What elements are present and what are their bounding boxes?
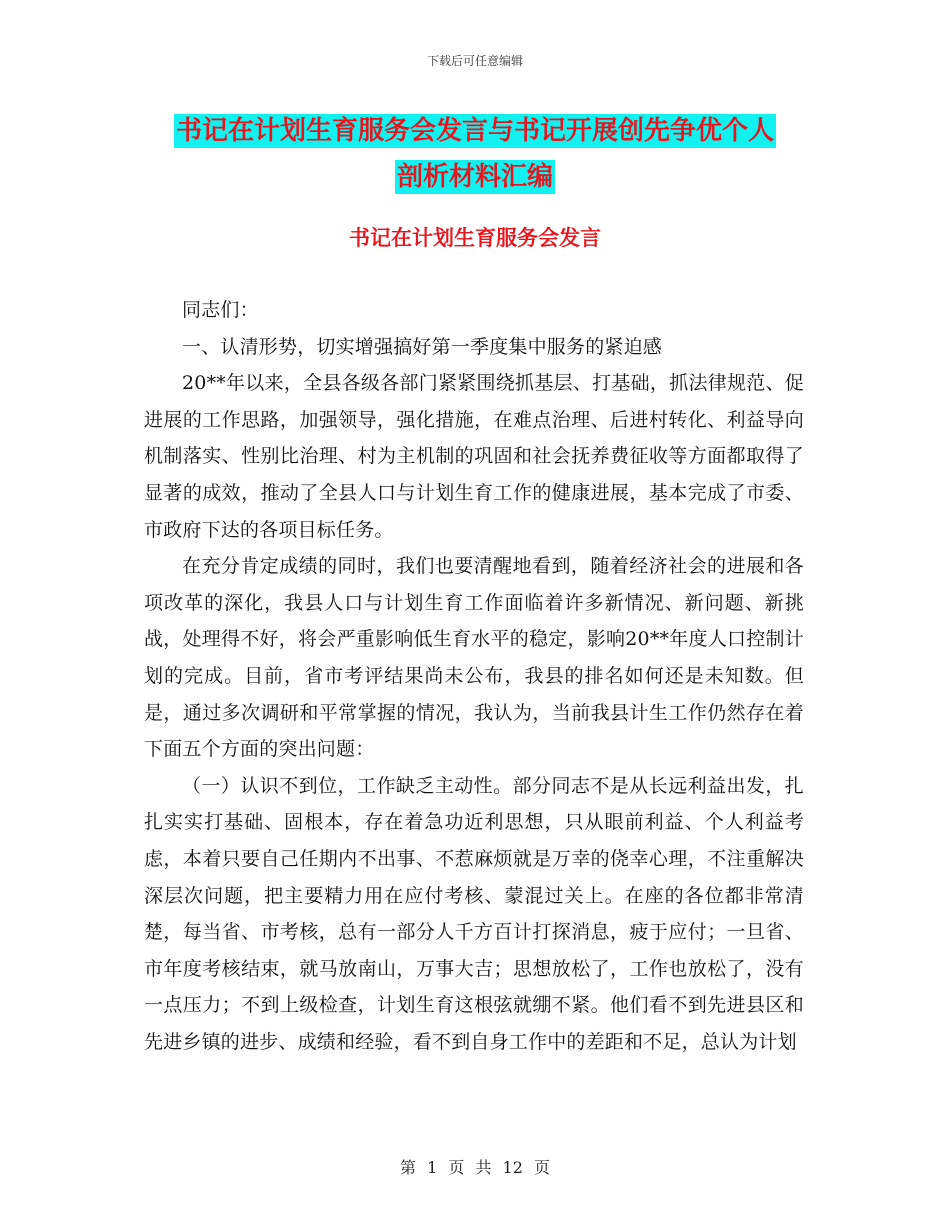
paragraph-2: 在充分肯定成绩的同时，我们也要清醒地看到，随着经济社会的进展和各项改革的深化，我县人口与计划生育工作面临着许多新情况、新问题、新挑战，处理得不好，将会严重影响低生育水平的稳定，影响20**年度人口控制计划的完成。目前，省市考评结果尚未公布，我县的排名如何还是未知数。但是，通过多次调研和平常掌握的情况，我认为，当前我县计生工作仍然存在着下面五个方面的突出问题：: [144, 555, 804, 761]
header-note: 下载后可任意编辑: [426, 54, 523, 68]
section-title: 书记在计划生育服务会发言: [349, 226, 601, 250]
title-line-1: 书记在计划生育服务会发言与书记开展创先争优个人: [175, 116, 774, 146]
title-line-2: 剖析材料汇编: [396, 162, 553, 192]
body-text: [144, 292, 804, 1060]
paragraph-salutation: 同志们：: [182, 299, 259, 321]
document-title: [145, 108, 805, 200]
paragraph-1: 20**年以来，全县各级各部门紧紧围绕抓基层、打基础，抓法律规范、促进展的工作思路，加强领导，强化措施，在难点治理、后进村转化、利益导向机制落实、性别比治理、村为主机制的巩固和社会抚养费征收等方面都取得了显著的成效，推动了全县人口与计划生育工作的健康进展，基本完成了市委、市政府下达的各项目标任务。: [144, 372, 804, 541]
paragraph-heading-1: 一、认清形势，切实增强搞好第一季度集中服务的紧迫感: [182, 335, 663, 358]
page-footer: 第 1 页 共 12 页: [400, 1158, 550, 1177]
paragraph-3: （一）认识不到位，工作缺乏主动性。部分同志不是从长远利益出发，扎扎实实打基础、固根本，存在着急功近利思想，只从眼前利益、个人利益考虑，本着只要自己任期内不出事、不惹麻烦就是万幸的侥幸心理，不注重解决深层次问题，把主要精力用在应付考核、蒙混过关上。在座的各位都非常清楚，每当省、市考核，总有一部分人千方百计打探消息，疲于应付；一旦省、市年度考核结束，就马放南山，万事大吉；思想放松了，工作也放松了，没有一点压力；不到上级检查，计划生育这根弦就绷不紧。他们看不到先进县区和先进乡镇的进步、成绩和经验，看不到自身工作中的差距和不足，总认为计划: [144, 774, 804, 1053]
